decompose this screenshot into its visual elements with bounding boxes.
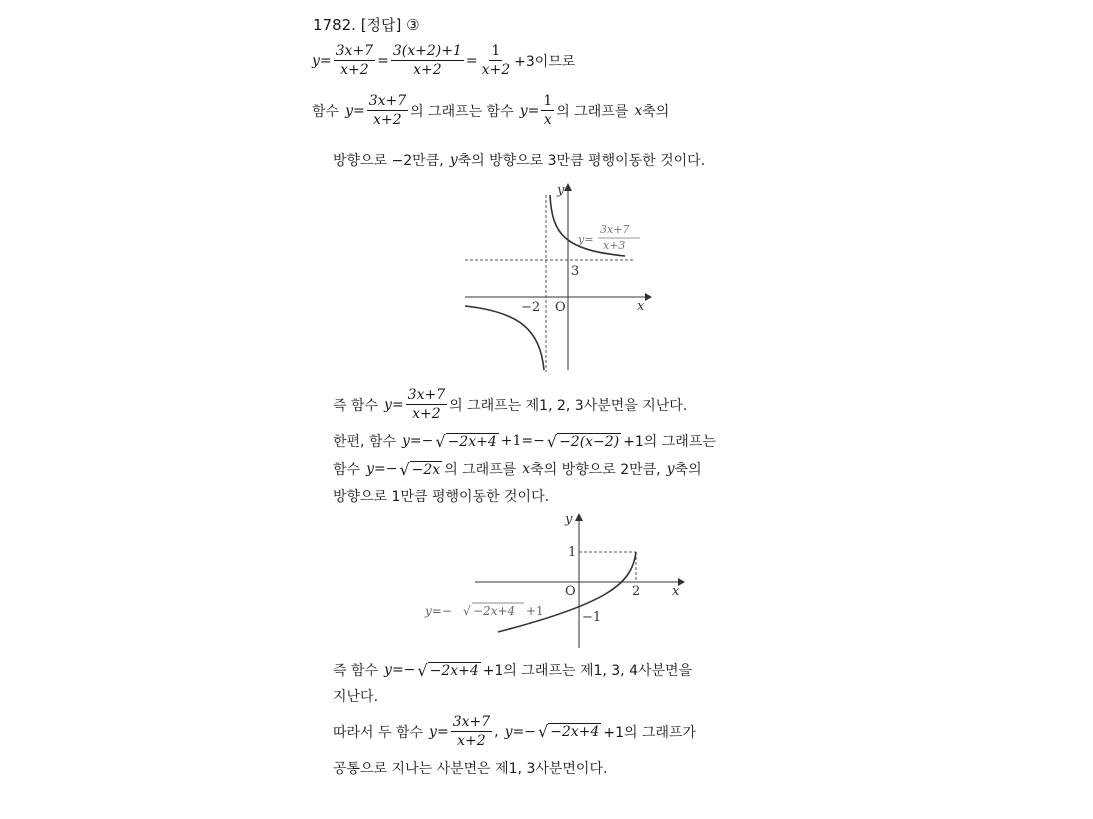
text-line-8 <box>333 660 692 680</box>
text-line-5 <box>333 431 716 451</box>
fraction <box>451 713 492 750</box>
equals: = <box>377 52 389 69</box>
text: 즉 함수 <box>333 663 379 679</box>
text: 축의 <box>642 103 670 120</box>
y-eq: y=− <box>384 662 416 678</box>
equation-line-1 <box>312 42 575 79</box>
text: 의 그래프는 함수 <box>410 103 514 120</box>
text: 축의 <box>674 462 702 478</box>
text-line-6 <box>333 459 702 479</box>
text: 따라서 두 함수 <box>333 724 424 741</box>
text: 즉 함수 <box>333 397 379 414</box>
text: 방향으로 1만큼 평행이동한 것이다. <box>333 489 550 505</box>
denominator: x+2 <box>373 112 402 128</box>
text-line-3 <box>333 150 705 170</box>
text: 축의 방향으로 3만큼 평행이동한 것이다. <box>457 153 706 169</box>
radical: √ −2x+4 <box>435 431 497 451</box>
text-line-4 <box>333 386 687 423</box>
denominator: x+2 <box>413 62 442 78</box>
numerator: 3x+7 <box>335 43 374 59</box>
hyperbola-lower-branch <box>465 306 544 370</box>
text-line-7 <box>333 486 549 506</box>
curve-label-sqrt: √ <box>463 604 471 618</box>
tick-1: 1 <box>568 545 577 560</box>
text: +1=− <box>500 433 545 449</box>
text: 함수 <box>333 462 361 478</box>
origin-label: O <box>565 584 576 599</box>
numerator: 3x+7 <box>452 714 491 730</box>
radicand: −2(x−2) <box>559 433 620 450</box>
y-axis-arrow <box>575 513 583 521</box>
curve-label-num: 3x+7 <box>600 223 630 236</box>
text: +1의 그래프는 <box>623 434 716 450</box>
text: 축의 방향으로 2만큼, <box>530 462 661 478</box>
y-axis-label: y <box>565 512 573 527</box>
fraction <box>367 92 408 129</box>
y-axis-arrow <box>564 183 572 191</box>
denominator: x+2 <box>481 62 511 78</box>
denominator: x+2 <box>412 406 441 422</box>
x-axis-label: x <box>637 299 645 314</box>
text-line-9 <box>333 686 378 706</box>
y-eq: y= <box>429 723 449 740</box>
numerator: 1 <box>491 43 501 59</box>
var-y: y <box>449 152 458 168</box>
text-line-11 <box>333 758 607 778</box>
radical: √ −2(x−2) <box>546 431 620 451</box>
problem-number: 1782. [정답] ③ <box>313 16 420 34</box>
numerator: 3x+7 <box>407 387 446 403</box>
fraction <box>391 42 464 79</box>
text: +1의 그래프는 제1, 3, 4사분면을 <box>482 663 693 679</box>
tick-neg1: −1 <box>582 610 602 625</box>
graph-radical <box>420 508 700 653</box>
text-tail: +3이므로 <box>514 53 576 70</box>
numerator: 3x+7 <box>368 93 407 109</box>
var-x: x <box>634 102 643 119</box>
graph-hyperbola <box>460 180 660 375</box>
y-eq: y= <box>312 52 332 69</box>
denominator: x+2 <box>457 733 486 749</box>
radicand: −2x+4 <box>550 724 600 740</box>
text: 지난다. <box>333 689 379 705</box>
fraction <box>480 42 513 79</box>
fraction <box>334 42 375 79</box>
text-line-10 <box>333 713 696 750</box>
radicand: −2x+4 <box>429 662 479 679</box>
text: 의 그래프를 <box>556 103 629 120</box>
denominator: x+2 <box>340 62 369 78</box>
y-eq: y= <box>519 102 540 119</box>
x-axis-arrow <box>645 293 652 301</box>
var-x: x <box>522 461 531 477</box>
y-eq: y=− <box>402 433 434 449</box>
text: 함수 <box>312 103 340 120</box>
radicand: −2x <box>411 461 441 478</box>
origin-label: O <box>555 300 566 315</box>
radical: √ −2x+4 <box>537 722 600 741</box>
var-y: y <box>666 461 675 477</box>
fraction <box>541 92 554 129</box>
numerator: 3(x+2)+1 <box>392 43 462 59</box>
tick-3: 3 <box>571 264 580 279</box>
y-axis-label: y <box>557 183 565 198</box>
y-eq: y= <box>345 102 365 119</box>
text: 의 그래프를 <box>444 462 517 478</box>
y-eq: y=− <box>504 723 536 740</box>
y-eq: y= <box>384 396 404 413</box>
text: +1의 그래프가 <box>603 724 697 741</box>
y-eq: y=− <box>366 461 398 477</box>
text-line-2 <box>312 92 669 129</box>
equals: = <box>465 52 478 69</box>
text: , <box>494 723 499 740</box>
tick-neg2: −2 <box>521 300 541 315</box>
curve-label-suffix: +1 <box>526 604 544 618</box>
curve-label-y: y= <box>578 233 594 246</box>
numerator: 1 <box>543 93 553 109</box>
radical: √ −2x <box>399 459 441 479</box>
text: 공통으로 지나는 사분면은 제1, 3사분면이다. <box>333 761 608 777</box>
problem-header <box>313 14 420 35</box>
curve-label-radicand: −2x+4 <box>473 604 516 618</box>
denominator: x <box>543 112 552 128</box>
x-axis-label: x <box>672 584 680 599</box>
text: 한편, 함수 <box>333 434 396 450</box>
text: 방향으로 −2만큼, <box>333 153 444 169</box>
curve-label-prefix: y=− <box>425 604 452 618</box>
tick-2: 2 <box>632 584 641 599</box>
curve-label-den: x+3 <box>603 239 626 252</box>
radicand: −2x+4 <box>447 433 497 450</box>
text: 의 그래프는 제1, 2, 3사분면을 지난다. <box>449 397 688 414</box>
radical: √ −2x+4 <box>417 660 479 680</box>
fraction <box>406 386 447 423</box>
